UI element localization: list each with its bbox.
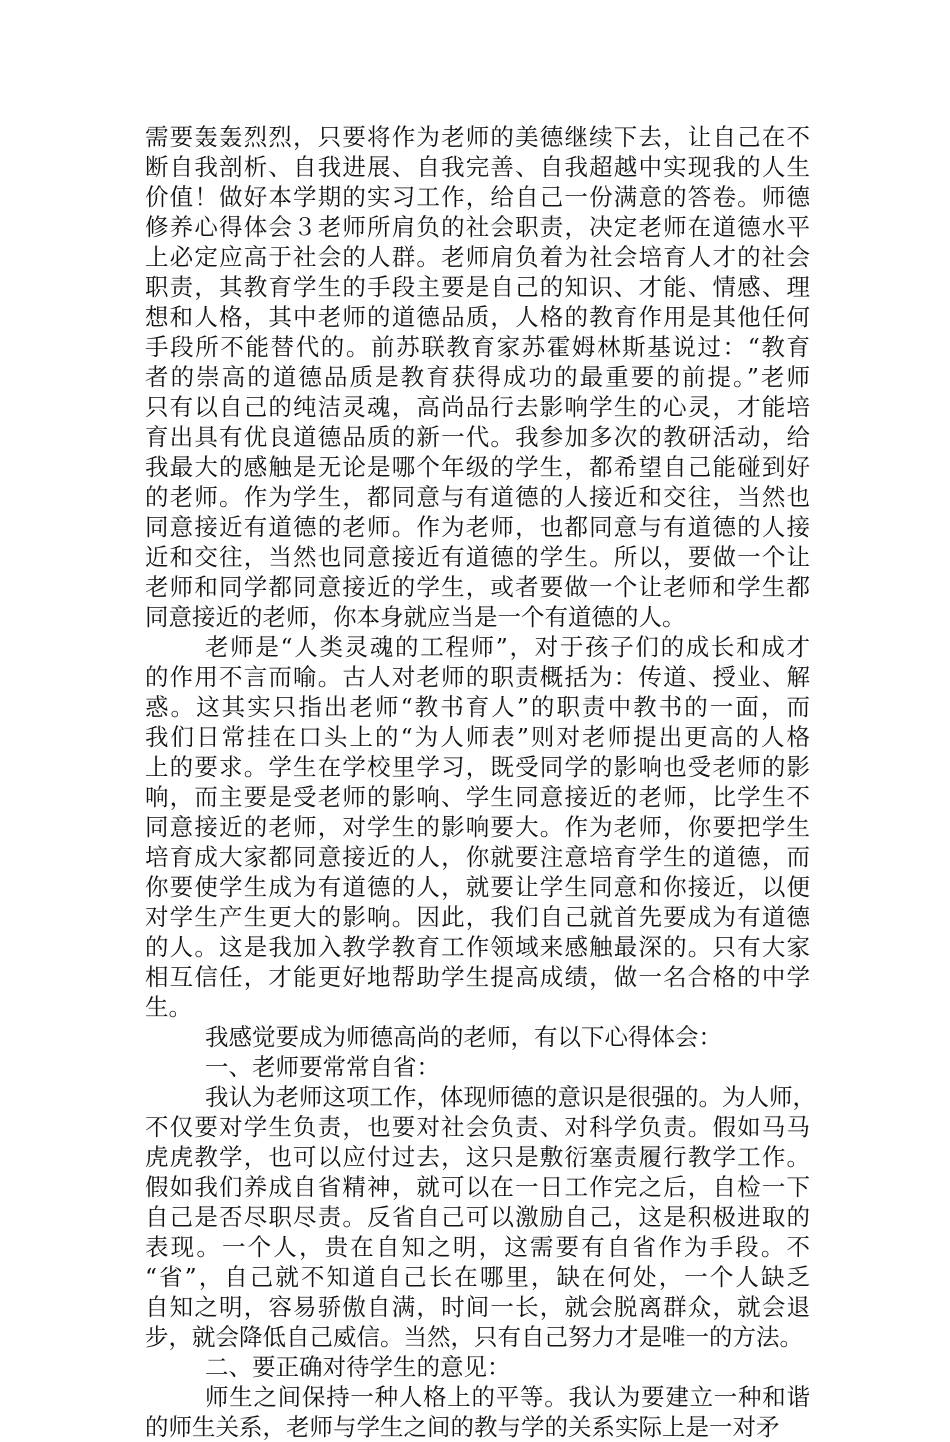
text-line: 二、要正确对待学生的意见： (205, 1353, 511, 1381)
document-body (145, 122, 816, 1442)
text-line: 的师生关系，老师与学生之间的教与学的关系实际上是一对矛 (145, 1413, 780, 1441)
text-line: 同意接近的老师，你本身就应当是一个有道德的人。 (145, 603, 686, 631)
text-line: 上必定应高于社会的人群。老师肩负着为社会培育人才的社会 (145, 243, 810, 271)
text-line: 断自我剖析、自我进展、自我完善、自我超越中实现我的人生 (145, 153, 810, 181)
text-line: 相互信任，才能更好地帮助学生提高成绩，做一名合格的中学 (145, 963, 810, 991)
text-line: 培育成大家都同意接近的人，你就要注意培育学生的道德，而 (145, 843, 810, 871)
paragraph (145, 1382, 810, 1442)
paragraph (145, 1022, 810, 1052)
text-line: 我最大的感触是无论是哪个年级的学生，都希望自己能碰到好 (145, 453, 810, 481)
text-line: 师生之间保持一种人格上的平等。我认为要建立一种和谐 (205, 1383, 810, 1411)
text-line: 响，而主要是受老师的影响、学生同意接近的老师，比学生不 (145, 783, 810, 811)
text-line: 老师和同学都同意接近的学生，或者要做一个让老师和学生都 (145, 573, 810, 601)
text-line: 我认为老师这项工作，体现师德的意识是很强的。为人师， (205, 1083, 816, 1111)
text-line: 虎虎教学，也可以应付过去，这只是敷衍塞责履行教学工作。 (145, 1143, 810, 1171)
text-line: 的老师。作为学生，都同意与有道德的人接近和交往，当然也 (145, 483, 810, 511)
text-line: 修养心得体会３老师所肩负的社会职责，决定老师在道德水平 (145, 213, 810, 241)
text-line: 的作用不言而喻。古人对老师的职责概括为：传道、授业、解 (145, 663, 810, 691)
text-line: 近和交往，当然也同意接近有道德的学生。所以，要做一个让 (145, 543, 810, 571)
text-line: 我们日常挂在口头上的“为人师表”则对老师提出更高的人格 (145, 723, 810, 751)
text-line: 同意接近有道德的老师。作为老师，也都同意与有道德的人接 (145, 513, 810, 541)
text-line: 者的崇高的道德品质是教育获得成功的最重要的前提。”老师 (145, 363, 810, 391)
text-line: 职责，其教育学生的手段主要是自己的知识、才能、情感、理 (145, 273, 810, 301)
text-line: 表现。一个人，贵在自知之明，这需要有自省作为手段。不 (145, 1233, 810, 1261)
text-line: 需要轰轰烈烈，只要将作为老师的美德继续下去，让自己在不 (145, 123, 810, 151)
text-line: 一、老师要常常自省： (205, 1053, 440, 1081)
text-line: 自己是否尽职尽责。反省自己可以激励自己，这是积极进取的 (145, 1203, 810, 1231)
paragraph (145, 632, 810, 1022)
text-line: 不仅要对学生负责，也要对社会负责、对科学负责。假如马马 (145, 1113, 810, 1141)
paragraph (145, 122, 810, 632)
paragraph (145, 1082, 816, 1352)
text-line: 育出具有优良道德品质的新一代。我参加多次的教研活动，给 (145, 423, 810, 451)
text-line: 假如我们养成自省精神，就可以在一日工作完之后，自检一下 (145, 1173, 810, 1201)
paragraph (145, 1352, 810, 1382)
text-line: 只有以自己的纯洁灵魂，高尚品行去影响学生的心灵，才能培 (145, 393, 810, 421)
text-line: 的人。这是我加入教学教育工作领域来感触最深的。只有大家 (145, 933, 810, 961)
text-line: 你要使学生成为有道德的人，就要让学生同意和你接近，以便 (145, 873, 810, 901)
text-line: 想和人格，其中老师的道德品质，人格的教育作用是其他任何 (145, 303, 810, 331)
text-line: 我感觉要成为师德高尚的老师，有以下心得体会： (205, 1023, 722, 1051)
text-line: 上的要求。学生在学校里学习，既受同学的影响也受老师的影 (145, 753, 810, 781)
text-line: 老师是“人类灵魂的工程师”，对于孩子们的成长和成才 (205, 633, 810, 661)
text-line: 惑。这其实只指出老师“教书育人”的职责中教书的一面，而 (145, 693, 810, 721)
text-line: 生。 (145, 993, 192, 1021)
text-line: 价值！做好本学期的实习工作，给自己一份满意的答卷。师德 (145, 183, 810, 211)
text-line: 手段所不能替代的。前苏联教育家苏霍姆林斯基说过：“教育 (145, 333, 810, 361)
text-line: 步，就会降低自己威信。当然，只有自己努力才是唯一的方法。 (145, 1323, 803, 1351)
text-line: 对学生产生更大的影响。因此，我们自己就首先要成为有道德 (145, 903, 810, 931)
text-line: 自知之明，容易骄傲自满，时间一长，就会脱离群众，就会退 (145, 1293, 810, 1321)
text-line: 同意接近的老师，对学生的影响要大。作为老师，你要把学生 (145, 813, 810, 841)
paragraph (145, 1052, 810, 1082)
text-line: “省”，自己就不知道自己长在哪里，缺在何处，一个人缺乏 (145, 1263, 810, 1291)
